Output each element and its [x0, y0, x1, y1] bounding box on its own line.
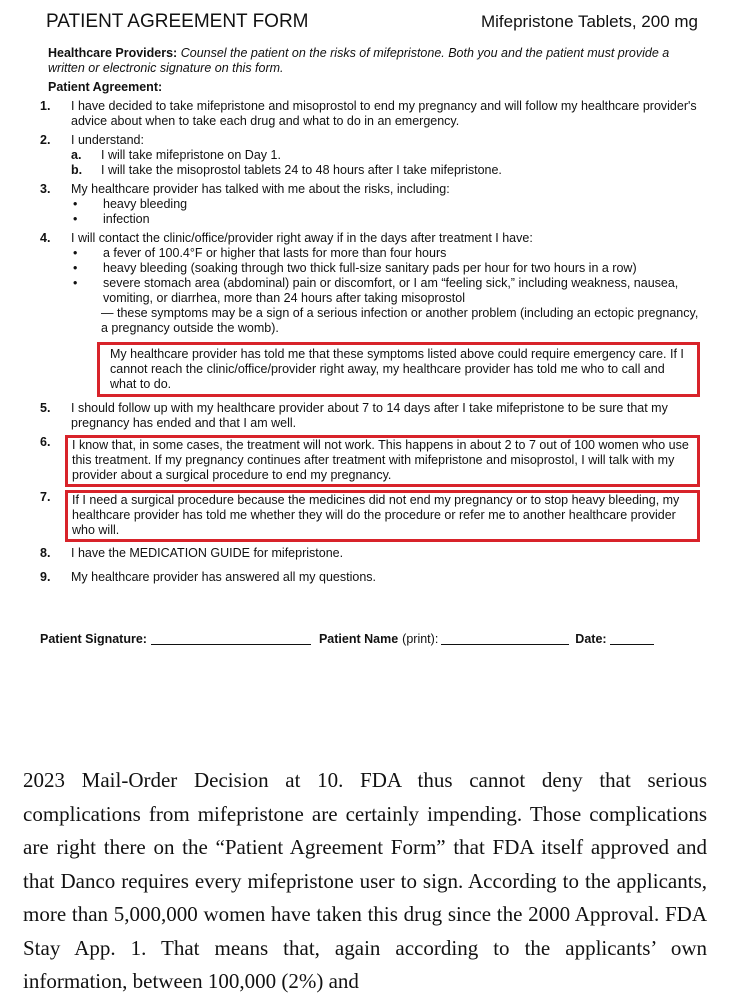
sub-item-letter: a.: [71, 148, 82, 162]
item-text: I have the MEDICATION GUIDE for mifepristone.: [71, 546, 344, 560]
patient-agreement-form: [40, 11, 700, 647]
sub-item-letter: b.: [71, 163, 83, 177]
bullet-item: [73, 276, 700, 306]
print-hint: (print):: [402, 632, 439, 646]
item-number: 3.: [40, 182, 51, 196]
item-number: 8.: [40, 546, 51, 560]
item-number: 1.: [40, 99, 51, 113]
product-name: Mifepristone Tablets, 200 mg: [480, 12, 698, 31]
section-label: Patient Agreement:: [48, 80, 163, 94]
item-number: 6.: [40, 435, 51, 449]
bullet-text: heavy bleeding (soaking through two thick full-size sanitary pads per hour for two hours in a row): [103, 261, 637, 275]
item-text: I should follow up with my healthcare provider about 7 to 14 days after I take mifepristone to be sure that my pregnancy has ended and that I am well.: [71, 401, 668, 430]
bullet-icon: •: [73, 212, 78, 226]
surgical-procedure-note: If I need a surgical procedure because the medicines did not end my pregnancy or to stop heavy bleeding, my healthcare provider has told me whether they will do the procedure or refer me to another healthcare provider who will.: [65, 490, 700, 542]
agreement-item-8: [40, 546, 700, 561]
item-text: I have decided to take mifepristone and misoprostol to end my pregnancy and will follow my healthcare provider's advice about when to take each drug and what to do in an emergency.: [71, 99, 697, 128]
form-title: PATIENT AGREEMENT FORM: [46, 11, 309, 32]
bullet-icon: •: [73, 246, 78, 260]
item-number: 4.: [40, 231, 51, 245]
sub-item-a: [71, 148, 700, 163]
agreement-item-4: [40, 231, 700, 397]
treatment-failure-note: I know that, in some cases, the treatment will not work. This happens in about 2 to 7 out of 100 women who use this treatment. If my pregnancy continues after treatment with mifepristone and misoprostol, I will talk with my provider about a surgical procedure to end my pregnancy.: [65, 435, 700, 487]
patient-signature-label: Patient Signature:: [40, 632, 147, 646]
opinion-paragraph: 2023 Mail-Order Decision at 10. FDA thus cannot deny that serious complications from mifepristone are certainly impending. Those complications are right there on the “Patient Agreement Form” that FDA itself approved and that Danco requires every mifepristone user to sign. According to the applicants, more than 5,000,000 women have taken this drug since the 2000 Approval. FDA Stay App. 1. That means that, again according to the applicants’ own information, between 100,000 (2%) and: [23, 768, 707, 993]
instructions-text: Counsel the patient on the risks of mifepristone. Both you and the patient must provide a written or electronic signature on this form.: [48, 46, 670, 75]
patient-signature-line[interactable]: [151, 632, 311, 645]
bullet-text: infection: [103, 212, 150, 226]
item-text: I understand:: [71, 133, 144, 147]
item-number: 9.: [40, 570, 51, 584]
provider-instructions: [48, 46, 700, 76]
bullet-icon: •: [73, 276, 78, 290]
bullet-item: [73, 246, 700, 261]
agreement-item-5: [40, 401, 700, 431]
bullet-icon: •: [73, 197, 78, 211]
instructions-label: Healthcare Providers:: [48, 46, 178, 60]
agreement-item-9: [40, 570, 700, 585]
form-header: [40, 11, 700, 44]
bullet-text: heavy bleeding: [103, 197, 188, 211]
bullet-text: a fever of 100.4°F or higher that lasts for more than four hours: [103, 246, 447, 260]
sub-item-text: I will take the misoprostol tablets 24 to 48 hours after I take mifepristone.: [101, 163, 502, 177]
signature-row: [40, 632, 700, 647]
item-text: My healthcare provider has answered all my questions.: [71, 570, 377, 584]
item-number: 7.: [40, 490, 51, 504]
bullet-item: [73, 261, 700, 276]
item-text: I will contact the clinic/office/provider right away if in the days after treatment I have:: [71, 231, 533, 245]
agreement-item-1: [40, 99, 700, 129]
item-number: 2.: [40, 133, 51, 147]
bullet-item: [73, 197, 700, 212]
agreement-item-2: [40, 133, 700, 178]
item-number: 5.: [40, 401, 51, 415]
item-text: My healthcare provider has talked with me about the risks, including:: [71, 182, 450, 196]
bullet-item: [73, 212, 700, 227]
bullet-text: severe stomach area (abdominal) pain or discomfort, or I am “feeling sick,” including weakness, nausea, vomiting, or diarrhea, more than 24 hours after taking misoprostol: [103, 276, 679, 305]
symptom-warning: — these symptoms may be a sign of a serious infection or another problem (including an ectopic pregnancy, a pregnancy outside the womb).: [101, 306, 699, 335]
patient-name-line[interactable]: [441, 632, 569, 645]
agreement-item-3: [40, 182, 700, 227]
sub-item-b: [71, 163, 700, 178]
sub-item-text: I will take mifepristone on Day 1.: [101, 148, 281, 162]
bullet-icon: •: [73, 261, 78, 275]
agreement-item-6: [40, 435, 700, 487]
emergency-care-note: My healthcare provider has told me that these symptoms listed above could require emergency care. If I cannot reach the clinic/office/provider right away, my healthcare provider has told me who to call and what to do.: [97, 342, 700, 397]
date-line[interactable]: [610, 632, 654, 645]
date-label: Date:: [575, 632, 607, 646]
agreement-item-7: [40, 490, 700, 542]
patient-name-label: Patient Name: [318, 632, 399, 646]
